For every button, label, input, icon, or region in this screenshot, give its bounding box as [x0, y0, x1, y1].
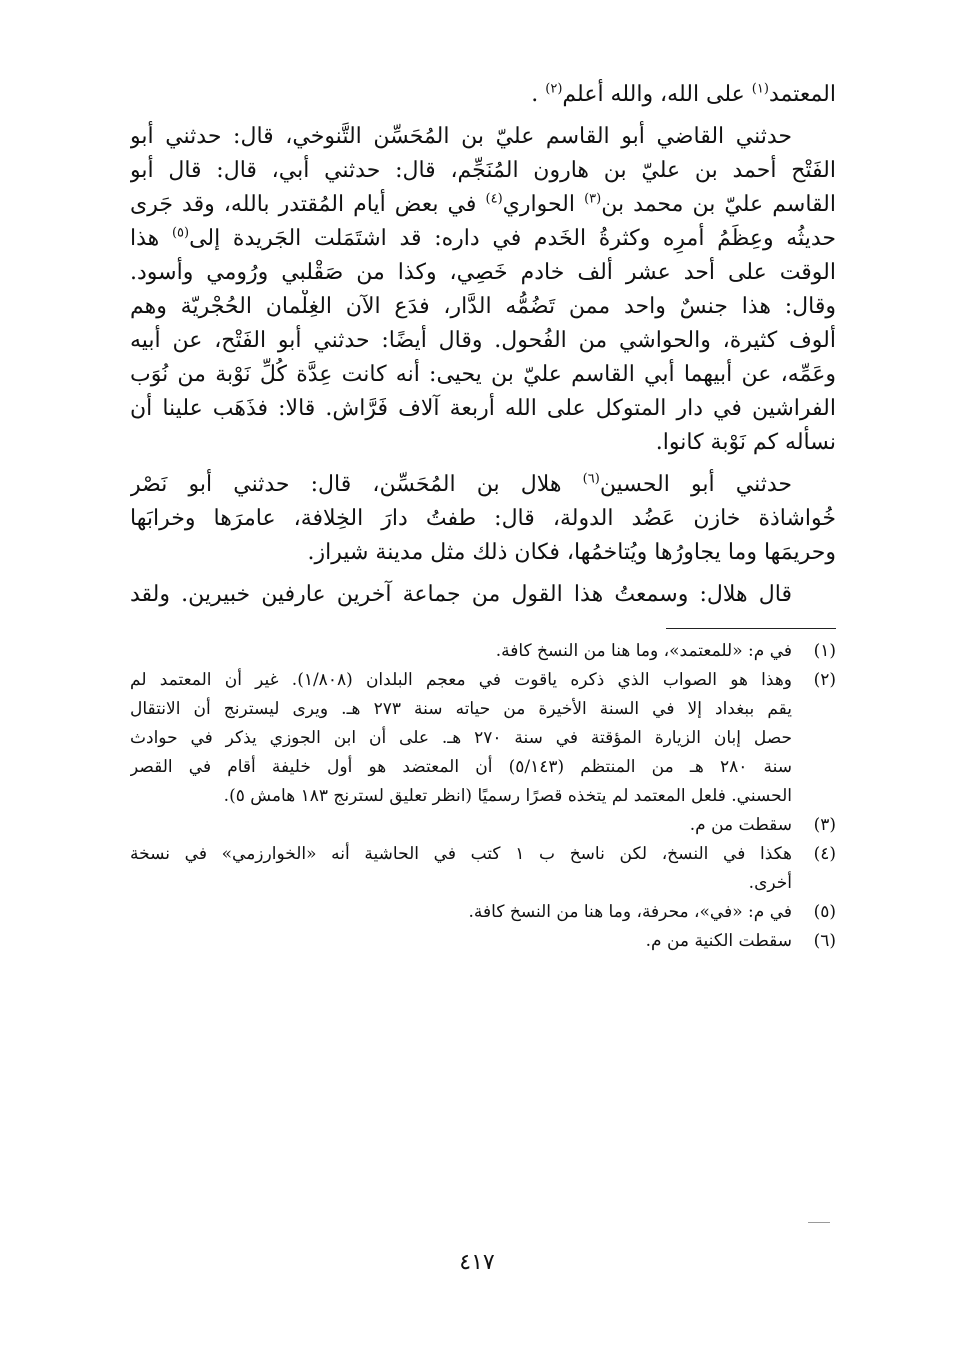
body-line: الوقت على أحد عشر ألف خادم خَصِي، وكذا من صَقْلبي ورُومي وأسود. [130, 260, 836, 285]
footnote-line: في م: «في»، محرفة، وما هنا من النسخ كافة. [468, 902, 792, 922]
footnote-number: (١) [813, 641, 836, 661]
page-content [130, 78, 836, 956]
footnote-number: (٥) [813, 902, 836, 922]
body-line: حدثني القاضي أبو القاسم عليّ بن المُحَسِّن التَّنوخي، قال: حدثني أبو [130, 124, 792, 149]
body-line: الفراشين في دار المتوكل على الله أربعة آلاف فَرَّاش. قالا: فذَهَب علينا أن [130, 396, 836, 421]
footnote-ref: (٣) [584, 191, 602, 207]
footnote-line: سقطت الكنية من م. [645, 931, 792, 951]
footnote-ref: (٤) [485, 191, 503, 207]
footnote-number: (٦) [813, 931, 836, 951]
body-line: حدثني أبو الحسين$^{(٦)}$ هلال بن المُحَسِّن، قال: حدثني أبو نَصْر [130, 471, 792, 497]
scan-mark [808, 1222, 830, 1223]
footnote [130, 666, 836, 811]
footnote [130, 840, 836, 898]
footnote-separator [666, 628, 836, 629]
body-line: وعَمِّه، عن أبيهما أبي القاسم عليّ بن يحيى: أنه كانت عِدَّة كُلِّ نَوْبة من نُوَب [130, 362, 836, 387]
footnote-line: سقطت من م. [689, 815, 792, 835]
footnote [130, 637, 836, 666]
footnote-number: (٢) [813, 670, 836, 690]
body-line: حديثُه وعِظَمُ أمرِه وكثرةُ الخَدم في داره: قد اشتَمَلت الجَريدة إلى$^{(٥)}$ هذا [130, 225, 836, 251]
footnote-ref: (٢) [545, 81, 563, 97]
footnote [130, 898, 836, 927]
body-line: قال هلال: وسمعتُ هذا القول من جماعة آخرين عارفين خبيرين. ولقد [130, 582, 792, 607]
footnote-ref: (٦) [582, 471, 600, 487]
footnote-number: (٣) [813, 815, 836, 835]
body-line: الفَتْح أحمد بن عليّ بن هارون المُنَجِّم، قال: حدثني أبي، قال: قال أبو [130, 158, 836, 183]
body-line: خُواشاذة خازن عَضُد الدولة، قال: طفتُ دارَ الخِلافة، عامرَها وخرابَها [130, 506, 836, 531]
footnote-line: يقم ببغداد إلا في السنة الأخيرة من حياته سنة ٢٧٣ هـ. ويرى ليسترنج أن الانتقال [130, 699, 792, 719]
footnote-line: وهذا هو الصواب الذي ذكره ياقوت في معجم البلدان (١/٨٠٨). غير أن المعتمد لم [130, 670, 792, 690]
footnote-line: الحسني. فلعل المعتمد لم يتخذه قصرًا رسميًا (انظر تعليق لسترنج ١٨٣ هامش ٥). [223, 786, 792, 806]
footnotes [130, 637, 836, 956]
footnote-line: حصل إبان الزيارة المؤقتة في سنة ٢٧٠ هـ. على أن ابن الجوزي يذكر في حوادث [130, 728, 792, 748]
footnote [130, 811, 836, 840]
footnote-ref: (٥) [171, 225, 190, 241]
footnote-line: هكذا في النسخ، لكن ناسخ ب ١ كتب في الحاشية أنه «الخوارزمي» في نسخة [130, 844, 792, 864]
body-line: نسأله كم نَوْبة كانوا. [655, 430, 836, 455]
body-line: ألوف كثيرة، والحواشي من الفُحول. وقال أيضًا: حدثني أبو الفَتْح، عن أبيه [130, 328, 836, 353]
body-line: وحريمَها وما يجاورُها ويُتاخمُها، فكان ذلك مثل مدينة شيراز. [307, 540, 836, 565]
footnote-line: سنة ٢٨٠ هـ من المنتظم (٥/١٤٣) أن المعتضد هو أول خليفة أقام في القصر [130, 757, 792, 777]
footnote-ref: (١) [751, 81, 769, 97]
footnote [130, 927, 836, 956]
footnote-line: في م: «للمعتمد»، وما هنا من النسخ كافة. [495, 641, 792, 661]
page-number: ٤١٧ [459, 1250, 495, 1275]
body-line: القاسم عليّ بن محمد بن$^{(٣)}$ الحواري$^{(٤)}$ في بعض أيام المُقتدر بالله، وقد جَرى [130, 191, 836, 217]
footnote-line: أخرى. [748, 873, 792, 893]
footnote-number: (٤) [813, 844, 836, 864]
body-line: المعتمد$^{(١)}$ على الله، والله أعلم$^{(٢)}$ . [531, 81, 836, 107]
body-line: وقال: هذا جنسٌ واحد ممن تَضُمُّه الدَّار، فدَع الآن الغِلْمان الحُجْريّة وهم [130, 294, 836, 319]
